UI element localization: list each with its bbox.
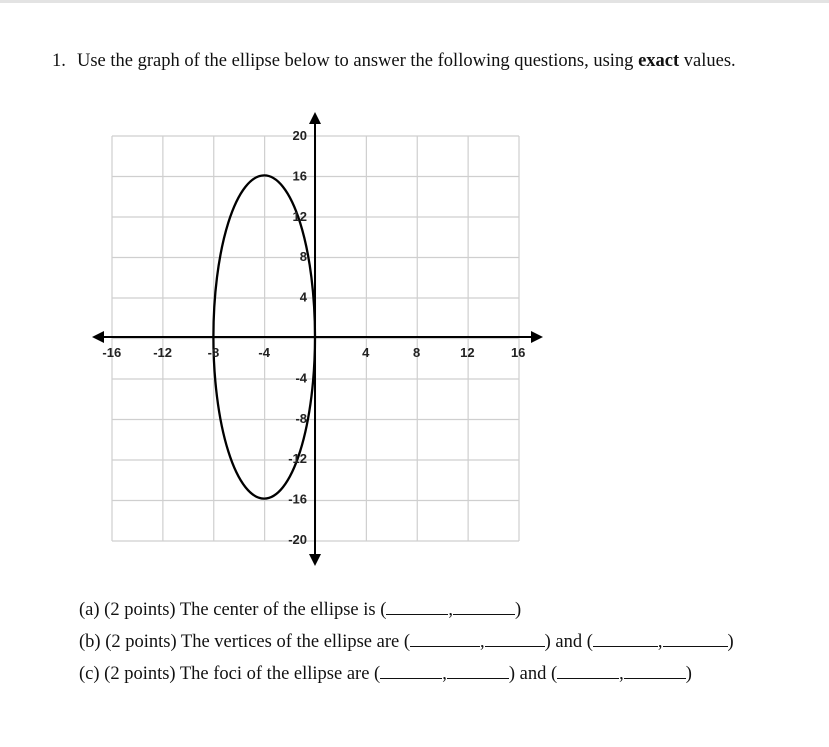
focus2-x-blank[interactable] [557,664,619,679]
problem-text-after: values. [679,51,736,71]
question-b-label: (b) (2 points) The vertices of the ellipse are ( [79,632,410,652]
question-a-label: (a) (2 points) The center of the ellipse is ( [79,600,387,620]
problem-statement [52,48,797,74]
x-tick-label: -12 [153,345,172,360]
question-a: (a) (2 points) The center of the ellipse is ( , ) [79,600,522,620]
question-b-mid: ) and ( [544,632,593,652]
vertex1-y-blank[interactable] [485,632,545,647]
y-axis-up-arrow [309,112,321,124]
problem-text-bold: exact [638,51,680,71]
y-tick-label: -12 [288,451,307,467]
x-tick-label: -16 [102,345,122,360]
y-tick-label: -20 [288,532,307,547]
problem-number: 1. [52,51,66,71]
center-x-blank[interactable] [386,600,448,615]
question-c-mid: ) and ( [508,664,558,684]
y-tick-label: 8 [299,249,307,265]
y-tick-label: -8 [295,410,307,426]
x-axis-left-arrow [92,331,104,343]
x-tick-label: 16 [510,345,526,360]
y-tick-label: -16 [288,491,307,507]
x-tick-label: 8 [412,345,421,360]
question-c: (c) (2 points) The foci of the ellipse are ( , ) and ( , ) [79,664,692,684]
vertex2-x-blank[interactable] [593,632,658,647]
center-y-blank[interactable] [453,600,515,615]
top-rule [0,0,829,3]
x-tick-label: 12 [460,345,475,360]
x-axis-right-arrow [531,331,543,343]
problem-text-before: Use the graph of the ellipse below to answer the following questions, using [77,51,639,71]
focus1-y-blank[interactable] [447,664,509,679]
question-b-close: ) [727,632,734,652]
y-tick-label: 16 [292,168,307,184]
y-tick-label: 4 [299,289,307,305]
problem-text [77,48,797,74]
focus2-y-blank[interactable] [624,664,686,679]
y-tick-label: 20 [292,128,307,143]
x-tick-label: -4 [258,345,270,360]
question-c-close: ) [685,664,692,684]
question-a-close: ) [515,600,522,620]
x-tick-label: 4 [362,345,370,360]
y-tick-label: 12 [292,208,307,224]
y-tick-label: -4 [295,370,307,386]
ellipse-graph [82,108,552,568]
question-c-label: (c) (2 points) The foci of the ellipse are ( [79,664,381,684]
focus1-x-blank[interactable] [380,664,442,679]
question-b: (b) (2 points) The vertices of the ellipse are ( , ) and ( , ) [79,632,734,652]
vertex2-y-blank[interactable] [663,632,728,647]
x-tick-label: -8 [207,345,220,360]
y-axis-down-arrow [309,554,321,566]
vertex1-x-blank[interactable] [410,632,480,647]
